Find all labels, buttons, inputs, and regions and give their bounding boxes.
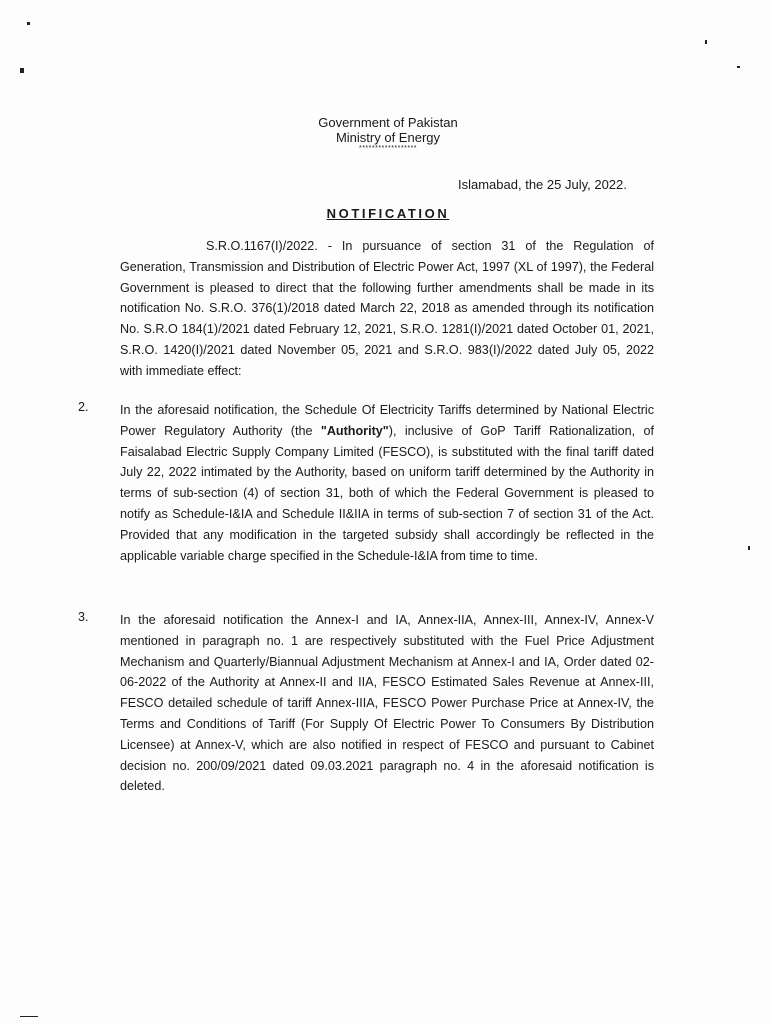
paragraph-2-text-b: ), inclusive of GoP Tariff Rationalization, of Faisalabad Electric Supply Company Limited (FESCO), is substituted with the final tariff dated July 22, 2022 intimated by the Authority, based on uniform tariff determined by the Authority in terms of sub-section (4) of section 31, both of which the Federal Government is pleased to notify as Schedule-I&IA and Schedule II&IIA in terms of sub-section 7 of section 31 of the Act. Provided that any modification in the targeted subsidy shall accordingly be reflected in the applicable variable charge specified in the Schedule-I&IA from time to time.: [120, 423, 654, 563]
ministry-line: Ministry of Energy: [335, 130, 441, 145]
scan-mark: [705, 40, 707, 44]
government-line: Government of Pakistan: [318, 115, 458, 130]
notification-title: NOTIFICATION: [326, 206, 450, 221]
dateline: Islamabad, the 25 July, 2022.: [458, 177, 627, 192]
paragraph-number-3: 3.: [78, 610, 89, 624]
scan-mark: [737, 66, 740, 68]
scan-mark: [27, 22, 30, 25]
paragraph-2: [120, 400, 654, 566]
paragraph-2-text-a: In the aforesaid notification, the Schedule Of Electricity Tariffs determined by National Electric Power Regulatory Authority (the: [120, 403, 654, 438]
scan-mark: [20, 68, 24, 73]
paragraph-number-2: 2.: [78, 400, 89, 414]
header-divider: ******************: [358, 145, 418, 152]
scan-mark: [20, 1016, 38, 1017]
paragraph-3: In the aforesaid notification the Annex-I and IA, Annex-IIA, Annex-III, Annex-IV, Annex-V mentioned in paragraph no. 1 are respectively substituted with the Fuel Price Adjustment Mechanism and Quarterly/Biannual Adjustment Mechanism at Annex-I and IA, Order dated 02-06-2022 of the Authority at Annex-II and IIA, FESCO Estimated Sales Revenue at Annex-III, FESCO detailed schedule of tariff Annex-IIIA, FESCO Power Purchase Price at Annex-IV, the Terms and Conditions of Tariff (For Supply Of Electric Power To Consumers By Distribution Licensee) at Annex-V, which are also notified in respect of FESCO and pursuant to Cabinet decision no. 200/09/2021 dated 09.03.2021 paragraph no. 4 in the aforesaid notification is deleted.: [120, 613, 654, 794]
authority-term: "Authority": [320, 423, 389, 438]
document-header: [0, 115, 770, 153]
paragraph-1: S.R.O.1167(I)/2022. - In pursuance of section 31 of the Regulation of Generation, Transmission and Distribution of Electric Power Act, 1997 (XL of 1997), the Federal Government is pleased to direct that the following further amendments shall be made in its notification No. S.R.O. 376(1)/2018 dated March 22, 2018 as amended through its notification No. S.R.O 184(1)/2021 dated February 12, 2021, S.R.O. 1281(I)/2021 dated October 01, 2021, S.R.O. 1420(I)/2021 dated November 05, 2021 and S.R.O. 983(I)/2022 dated July 05, 2022 with immediate effect:: [120, 239, 654, 378]
scan-mark: [748, 546, 750, 550]
